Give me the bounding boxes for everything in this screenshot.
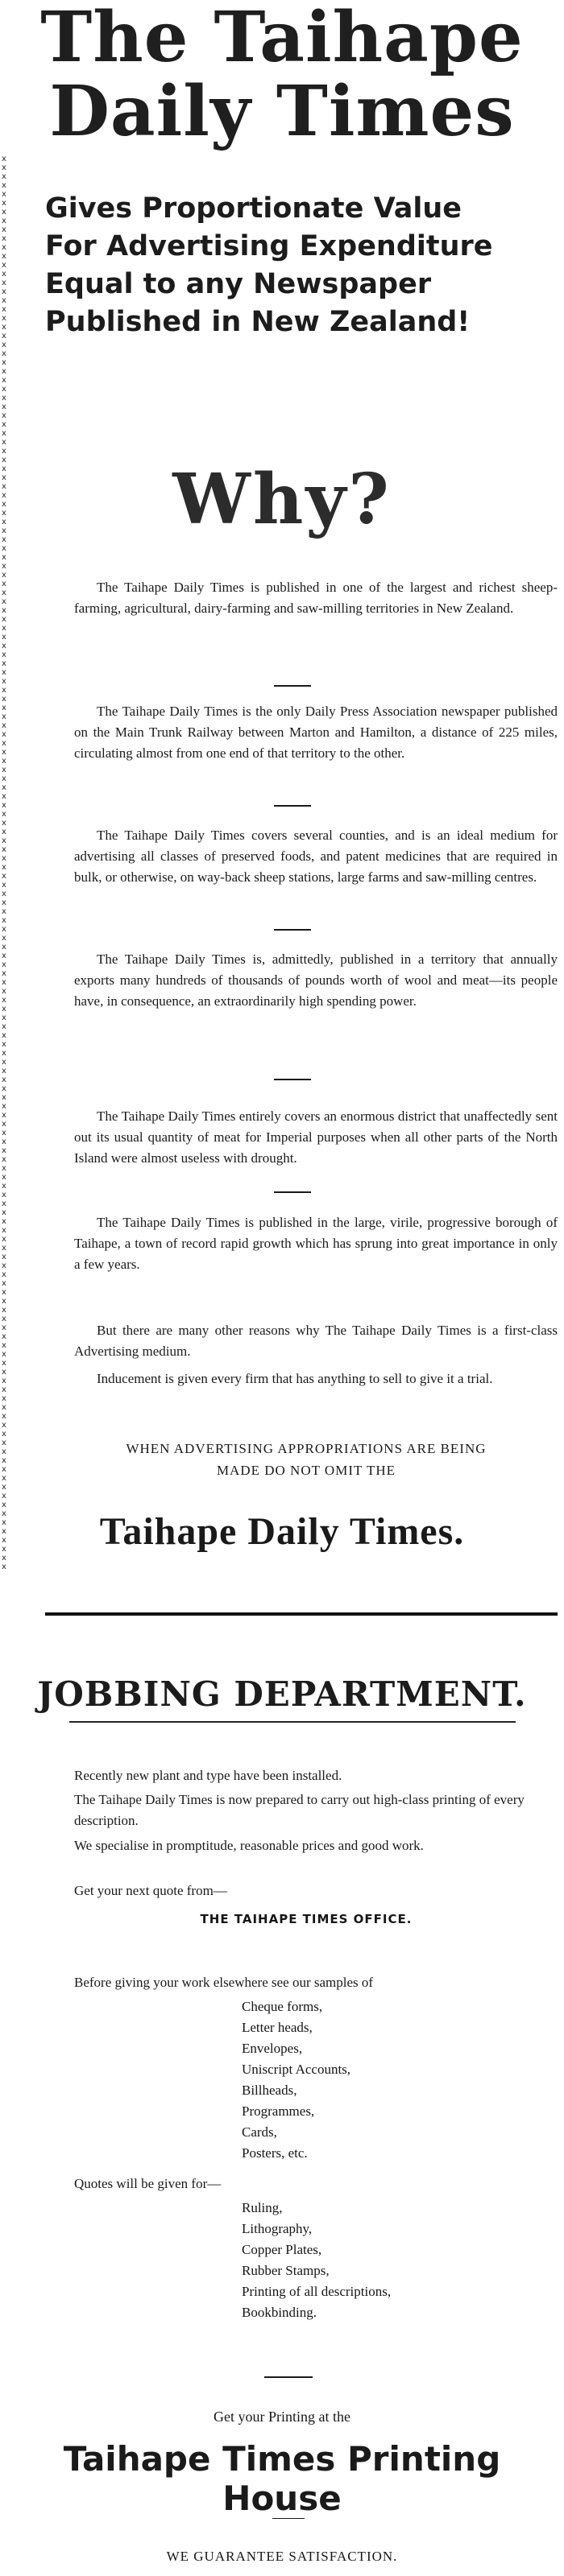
divider-rule — [274, 805, 311, 807]
list-item: Cheque forms, — [242, 1999, 323, 2014]
guarantee-line: WE GUARANTEE SATISFACTION. — [166, 2549, 398, 2564]
lead-line-2: For Advertising Expenditure — [45, 230, 493, 262]
masthead-line-1: The Taihape — [40, 0, 524, 78]
divider-rule — [274, 1079, 311, 1080]
lead-line-4: Published in New Zealand! — [45, 306, 471, 338]
quotes-intro: Quotes will be given for— — [74, 2176, 222, 2191]
inducement-paragraph: Inducement is given every firm that has anything to sell to give it a trial. — [97, 1371, 493, 1386]
list-item: Printing of all descriptions, — [242, 2284, 392, 2299]
divider-rule — [274, 929, 311, 931]
jobbing-heading: JOBBING DEPARTMENT. — [37, 1674, 527, 1714]
reason-paragraph: The Taihape Daily Times is published in the large, virile, progressive borough of Taihape, a town of record rapid growth which has sprung into great importance in only a few years. — [74, 1215, 558, 1272]
reason-paragraph: The Taihape Daily Times entirely covers an enormous district that unaffectedly sent out its usual quantity of meat for Imperial purposes when all other parts of the North Island were almost useless with drought. — [74, 1108, 558, 1166]
samples-list — [242, 1996, 548, 2164]
why-heading: Why? — [172, 459, 392, 540]
jobbing-underline — [69, 1721, 516, 1723]
when-line-2: MADE DO NOT OMIT THE — [216, 1463, 396, 1478]
lead-line-1: Gives Proportionate Value — [45, 192, 462, 225]
list-item: Envelopes, — [242, 2041, 303, 2056]
list-item: Copper Plates, — [242, 2242, 322, 2257]
divider-rule — [274, 685, 311, 687]
list-item: Ruling, — [242, 2200, 283, 2215]
reason-paragraph: The Taihape Daily Times is, admittedly, published in a territory that annually exports many hundreds of thousands of pounds worth of wool and meat—its people have, in consequence, an extraordinarily high spending power. — [74, 952, 558, 1009]
printing-house-name: Taihape Times Printing House — [63, 2439, 501, 2518]
list-item: Uniscript Accounts, — [242, 2062, 351, 2077]
list-item: Rubber Stamps, — [242, 2263, 330, 2278]
divider-rule — [274, 1191, 311, 1193]
lead-line-3: Equal to any Newspaper — [45, 268, 432, 300]
office-name: THE TAIHAPE TIMES OFFICE. — [200, 1912, 413, 1926]
divider-rule — [272, 2518, 305, 2519]
list-item: Lithography, — [242, 2221, 313, 2236]
lead-headline — [45, 190, 545, 341]
jobbing-line: The Taihape Daily Times is now prepared to carry out high-class printing of every description. — [74, 1792, 525, 1828]
reason-paragraph: The Taihape Daily Times is the only Daily Press Association newspaper published on the Main Trunk Railway between Marton and Hamilton, a distance of 225 miles, circulating almost from one end of that territory to the other. — [74, 704, 558, 761]
paper-name: Taihape Daily Times. — [99, 1510, 465, 1553]
list-item: Letter heads, — [242, 2020, 313, 2035]
jobbing-line: We specialise in promptitude, reasonable prices and good work. — [74, 1838, 424, 1853]
decorative-chain-border: xxxxxxxxxxxxxxxxxxxxxxxxxxxxxxxxxxxxxxxxxxxxxxxxxxxxxxxxxxxxxxxxxxxxxxxxxxxxxxxxxxxxxxxxxxxxxxxxxxxxxxxxxxxxxxxxxxxxxxxxxxxxxxxxxxxxxxxxxxxxxxxxxxxxxxxxxxxxxxxx — [2, 155, 6, 1571]
jobbing-line: Recently new plant and type have been installed. — [74, 1768, 342, 1783]
samples-intro: Before giving your work elsewhere see our samples of — [74, 1975, 374, 1990]
reason-paragraph: The Taihape Daily Times is published in one of the largest and richest sheep-farming, agricultural, dairy-farming and saw-milling territories in New Zealand. — [74, 580, 558, 616]
section-divider — [45, 1612, 558, 1616]
other-reasons-paragraph: But there are many other reasons why The Taihape Daily Times is a first-class Advertising medium. — [74, 1323, 558, 1359]
jobbing-line: Get your next quote from— — [74, 1883, 227, 1898]
quotes-list — [242, 2198, 548, 2323]
reason-paragraph: The Taihape Daily Times covers several counties, and is an ideal medium for advertising all classes of preserved foods, and patent medicines that are required in bulk, or otherwise, on way-back sheep stations, large farms and saw-milling centres. — [74, 828, 558, 885]
list-item: Cards, — [242, 2124, 277, 2140]
divider-rule — [264, 2376, 313, 2378]
list-item: Programmes, — [242, 2103, 315, 2119]
list-item: Bookbinding. — [242, 2305, 317, 2320]
get-printing-line: Get your Printing at the — [214, 2409, 350, 2425]
list-item: Billheads, — [242, 2083, 297, 2098]
list-item: Posters, etc. — [242, 2145, 308, 2161]
masthead-line-2: Daily Times — [49, 71, 515, 152]
when-line-1: WHEN ADVERTISING APPROPRIATIONS ARE BEING — [126, 1441, 487, 1456]
